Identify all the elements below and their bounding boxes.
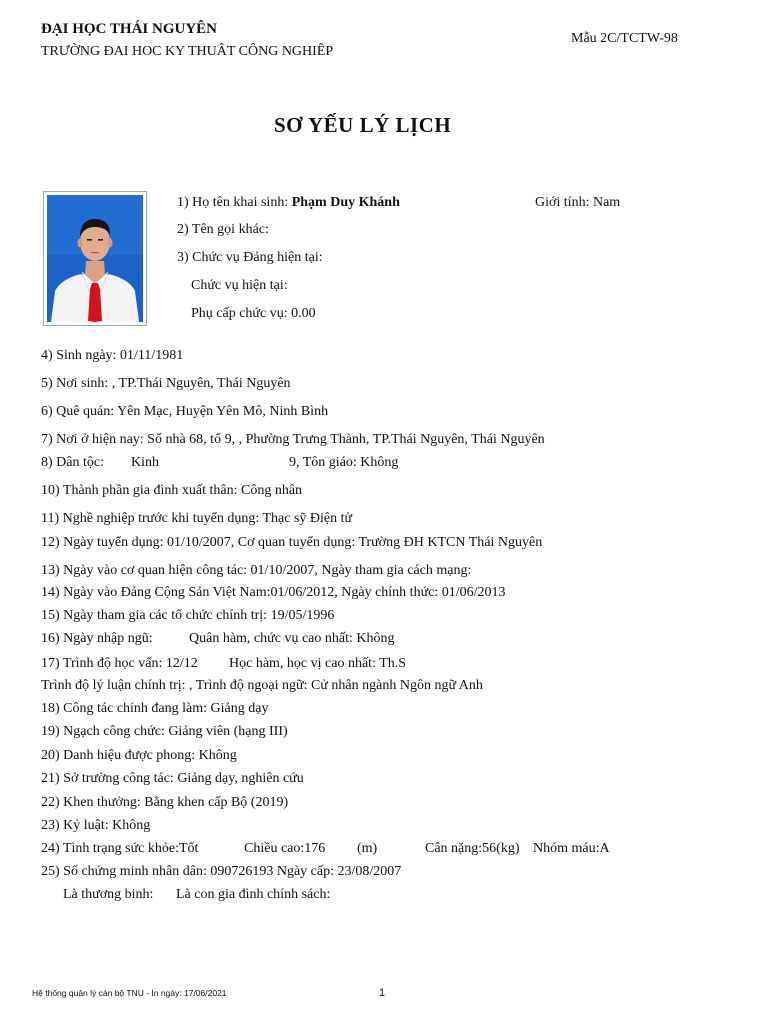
field-agency-join-date: 13) Ngày vào cơ quan hiện công tác: 01/10/2007, Ngày tham gia cách mạng: bbox=[41, 563, 472, 578]
field-academic-degree: Học hàm, học vị cao nhất: Th.S bbox=[229, 656, 407, 671]
field-political-org: 15) Ngày tham gia các tổ chức chính trị: 19/05/1996 bbox=[41, 608, 335, 623]
field-height-unit: (m) bbox=[357, 841, 378, 856]
field-birth-place: 5) Nơi sinh: , TP.Thái Nguyên, Thái Nguyên bbox=[41, 376, 291, 391]
field-education: 17) Trình độ học vấn: 12/12 bbox=[41, 656, 198, 671]
field-ethnicity-label: 8) Dân tộc: bbox=[41, 455, 104, 470]
page-number: 1 bbox=[379, 987, 386, 999]
field-birth-name-value: Phạm Duy Khánh bbox=[291, 195, 400, 210]
field-family-background: 10) Thành phần gia đình xuất thân: Công nhân bbox=[41, 483, 303, 498]
field-residence: 7) Nơi ở hiện nay: Số nhà 68, tổ 9, , Phường Trưng Thành, TP.Thái Nguyên, Thái Nguyên bbox=[41, 432, 545, 447]
field-birth-name-label: 1) Họ tên khai sinh: bbox=[177, 195, 289, 210]
field-discipline: 23) Kỷ luật: Không bbox=[41, 818, 151, 833]
field-war-invalid: Là thương binh: bbox=[63, 887, 154, 902]
field-ethnicity-value: Kinh bbox=[131, 455, 159, 470]
field-hometown: 6) Quê quán: Yên Mạc, Huyện Yên Mô, Ninh Bình bbox=[41, 404, 329, 419]
field-military-rank: Quân hàm, chức vụ cao nhất: Không bbox=[189, 631, 395, 646]
field-enlistment: 16) Ngày nhập ngũ: bbox=[41, 631, 153, 646]
field-titles: 20) Danh hiệu được phong: Không bbox=[41, 748, 237, 763]
org-line-2: TRƯỜNG ĐAI HOC KY THUÂT CÔNG NGHIÊP bbox=[41, 44, 334, 59]
field-birth-name bbox=[177, 195, 400, 211]
field-prior-occupation: 11) Nghề nghiệp trước khi tuyển dụng: Thạc sỹ Điện tử bbox=[41, 511, 353, 526]
field-birth-date: 4) Sinh ngày: 01/11/1981 bbox=[41, 348, 184, 363]
org-line-1: ĐẠI HỌC THÁI NGUYÊN bbox=[41, 21, 217, 37]
field-blood-type: Nhóm máu:A bbox=[533, 841, 610, 856]
field-health: 24) Tình trạng sức khỏe:Tốt bbox=[41, 841, 199, 856]
field-religion: 9, Tôn giáo: Không bbox=[289, 455, 399, 470]
field-strengths: 21) Sở trường công tác: Giảng dạy, nghiên cứu bbox=[41, 771, 304, 786]
field-current-work: 18) Công tác chính đang làm: Giảng dạy bbox=[41, 701, 269, 716]
field-recruitment: 12) Ngày tuyển dụng: 01/10/2007, Cơ quan tuyển dụng: Trường ĐH KTCN Thái Nguyên bbox=[41, 535, 543, 550]
footer-system-note: Hệ thống quản lý cán bộ TNU - In ngày: 17/06/2021 bbox=[32, 988, 227, 998]
field-political-language: Trình độ lý luận chính trị: , Trình độ ngoại ngữ: Cử nhân ngành Ngôn ngữ Anh bbox=[41, 678, 483, 693]
field-gender: Giới tính: Nam bbox=[535, 195, 621, 210]
portrait-icon bbox=[47, 195, 143, 322]
field-party-join: 14) Ngày vào Đảng Cộng Sản Việt Nam:01/06/2012, Ngày chính thức: 01/06/2013 bbox=[41, 585, 506, 600]
field-civil-grade: 19) Ngạch công chức: Giảng viên (hạng III) bbox=[41, 724, 288, 739]
field-current-position: Chức vụ hiện tại: bbox=[191, 278, 288, 293]
portrait-photo bbox=[43, 191, 147, 326]
field-policy-family: Là con gia đình chính sách: bbox=[176, 887, 331, 902]
page-title: SƠ YẾU LÝ LỊCH bbox=[274, 113, 452, 137]
field-height: Chiều cao:176 bbox=[244, 841, 326, 856]
form-code: Mẫu 2C/TCTW-98 bbox=[571, 31, 678, 46]
field-other-name: 2) Tên gọi khác: bbox=[177, 222, 269, 237]
field-weight: Cân nặng:56(kg) bbox=[425, 841, 520, 856]
field-awards: 22) Khen thưởng: Bằng khen cấp Bộ (2019) bbox=[41, 795, 289, 810]
field-position-allowance: Phụ cấp chức vụ: 0.00 bbox=[191, 306, 316, 321]
field-id-card: 25) Số chứng minh nhân dân: 090726193 Ngày cấp: 23/08/2007 bbox=[41, 864, 402, 879]
field-party-position: 3) Chức vụ Đảng hiện tại: bbox=[177, 250, 323, 265]
